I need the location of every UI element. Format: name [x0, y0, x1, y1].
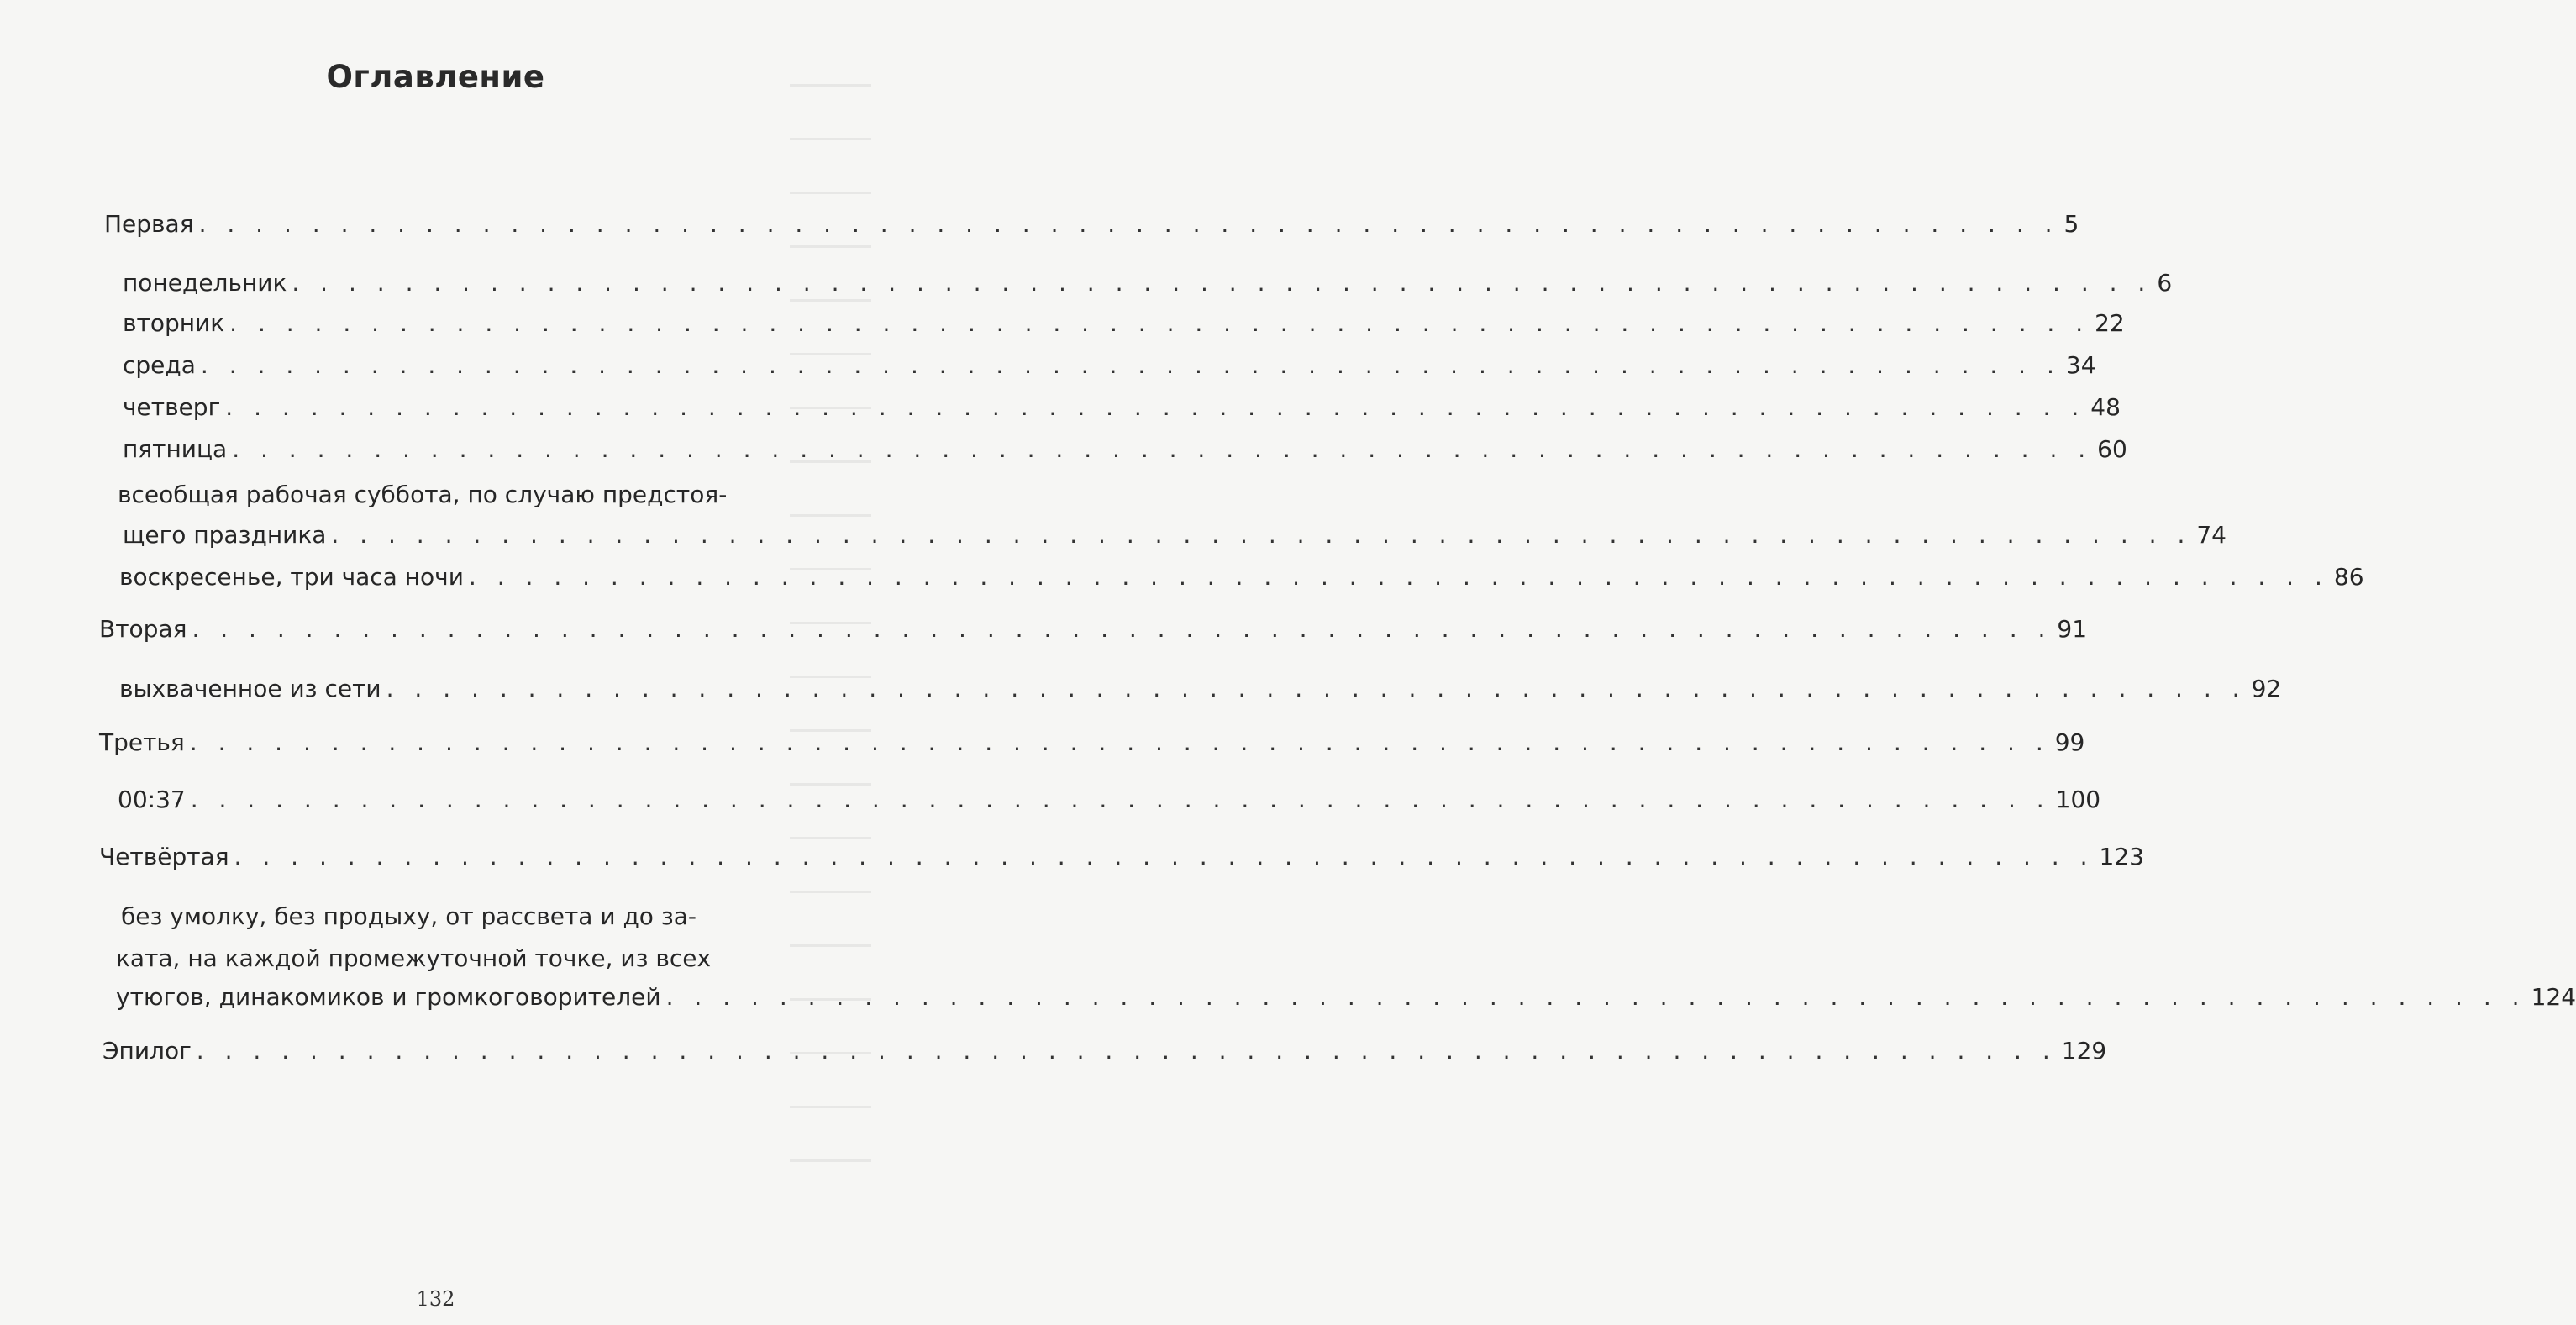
dot-leader: . . . . . . . . . . . . . . . . . . . . . . . . . . . . . . . . . . . . . . . . . . . . . . . . . . . . . . . . . . . . . . . . . .	[468, 563, 2329, 591]
toc-entry-page: 100	[2055, 786, 2101, 813]
toc-entry-label: Первая	[104, 210, 194, 238]
toc-entry-label: четверг	[123, 393, 221, 421]
toc-entry-part-3	[99, 728, 2085, 762]
toc-entry-0037	[118, 786, 2101, 819]
toc-entry-thursday	[123, 393, 2121, 427]
toc-entry-saturday-line-1: всеобщая рабочая суббота, по случаю предстоя-	[118, 481, 728, 508]
toc-entry-part-2	[99, 615, 2088, 649]
toc-entry-page: 74	[2196, 521, 2226, 549]
toc-entry-label: щего праздника	[123, 521, 327, 549]
toc-entry-label: Вторая	[99, 615, 187, 643]
dot-leader: . . . . . . . . . . . . . . . . . . . . . . . . . . . . . . . . . . . . . . . . . . . . . . . . . . . . . . . . . . . . . . . . . .	[292, 269, 2153, 297]
toc-entry-page: 86	[2333, 563, 2364, 591]
toc-entry-long-line-2: ката, на каждой промежуточной точке, из всех	[116, 944, 712, 972]
toc-entry-label: воскресенье, три часа ночи	[119, 563, 464, 591]
toc-entry-page: 5	[2063, 210, 2079, 238]
toc-entry-page: 48	[2090, 393, 2121, 421]
toc-entry-page: 123	[2099, 843, 2144, 870]
dot-leader: . . . . . . . . . . . . . . . . . . . . . . . . . . . . . . . . . . . . . . . . . . . . . . . . . . . . . . . . . . . . . . . . . .	[189, 728, 2050, 756]
toc-entry-label: утюгов, динакомиков и громкоговорителей	[116, 983, 661, 1011]
dot-leader: . . . . . . . . . . . . . . . . . . . . . . . . . . . . . . . . . . . . . . . . . . . . . . . . . . . . . . . . . . . . . . . . . .	[190, 786, 2051, 813]
toc-entry-label: вторник	[123, 309, 225, 337]
toc-entry-page: 22	[2095, 309, 2125, 337]
toc-entry-page: 129	[2061, 1037, 2107, 1065]
toc-entry-friday	[123, 435, 2127, 469]
dot-leader: . . . . . . . . . . . . . . . . . . . . . . . . . . . . . . . . . . . . . . . . . . . . . . . . . . . . . . . . . . . . . . . . . .	[234, 843, 2095, 870]
toc-entry-label: Эпилог	[103, 1037, 192, 1065]
dot-leader: . . . . . . . . . . . . . . . . . . . . . . . . . . . . . . . . . . . . . . . . . . . . . . . . . . . . . . . . . . . . . . . . . .	[225, 393, 2086, 421]
dot-leader: . . . . . . . . . . . . . . . . . . . . . . . . . . . . . . . . . . . . . . . . . . . . . . . . . . . . . . . . . . . . . . . . . .	[665, 983, 2526, 1011]
toc-entry-page: 124	[2531, 983, 2576, 1011]
toc-entry-part-4	[99, 843, 2144, 876]
toc-entry-label: среда	[123, 351, 196, 379]
dot-leader: . . . . . . . . . . . . . . . . . . . . . . . . . . . . . . . . . . . . . . . . . . . . . . . . . . . . . . . . . . . . . . . . . .	[386, 675, 2247, 702]
dot-leader: . . . . . . . . . . . . . . . . . . . . . . . . . . . . . . . . . . . . . . . . . . . . . . . . . . . . . . . . . . . . . . . . . .	[196, 1037, 2057, 1065]
toc-entry-tuesday	[123, 309, 2125, 343]
toc-entry-snatched	[119, 675, 2282, 708]
toc-entry-page: 34	[2065, 351, 2096, 379]
dot-leader: . . . . . . . . . . . . . . . . . . . . . . . . . . . . . . . . . . . . . . . . . . . . . . . . . . . . . . . . . . . . . . . . . .	[192, 615, 2053, 643]
toc-entry-label: понедельник	[123, 269, 287, 297]
toc-entry-page: 60	[2097, 435, 2127, 463]
toc-entry-label: Третья	[99, 728, 185, 756]
toc-entry-long-line-1: без умолку, без продыху, от рассвета и до за-	[121, 902, 697, 930]
dot-leader: . . . . . . . . . . . . . . . . . . . . . . . . . . . . . . . . . . . . . . . . . . . . . . . . . . . . . . . . . . . . . . . . . .	[232, 435, 2093, 463]
toc-entry-label: Четвёртая	[99, 843, 229, 870]
dot-leader: . . . . . . . . . . . . . . . . . . . . . . . . . . . . . . . . . . . . . . . . . . . . . . . . . . . . . . . . . . . . . . . . . .	[200, 351, 2061, 379]
toc-entry-page: 92	[2251, 675, 2282, 702]
toc-entry-label: 00:37	[118, 786, 186, 813]
toc-entry-page: 6	[2157, 269, 2173, 297]
toc-entry-part-1	[104, 210, 2079, 244]
dot-leader: . . . . . . . . . . . . . . . . . . . . . . . . . . . . . . . . . . . . . . . . . . . . . . . . . . . . . . . . . . . . . . . . . .	[198, 210, 2059, 238]
toc-entry-saturday	[123, 521, 2226, 555]
toc-entry-page: 91	[2057, 615, 2088, 643]
page-title: Оглавление	[326, 59, 545, 95]
dot-leader: . . . . . . . . . . . . . . . . . . . . . . . . . . . . . . . . . . . . . . . . . . . . . . . . . . . . . . . . . . . . . . . . . .	[229, 309, 2090, 337]
toc-entry-label: выхваченное из сети	[119, 675, 381, 702]
toc-entry-label: пятница	[123, 435, 228, 463]
toc-entry-sunday	[119, 563, 2364, 597]
dot-leader: . . . . . . . . . . . . . . . . . . . . . . . . . . . . . . . . . . . . . . . . . . . . . . . . . . . . . . . . . . . . . . . . . .	[331, 521, 2192, 549]
toc-entry-wednesday	[123, 351, 2096, 385]
toc-entry-monday	[123, 269, 2173, 302]
toc-entry-page: 99	[2054, 728, 2085, 756]
toc-entry-epilogue	[103, 1037, 2107, 1070]
page-number: 132	[416, 1287, 455, 1311]
toc-entry-long	[116, 983, 2576, 1017]
